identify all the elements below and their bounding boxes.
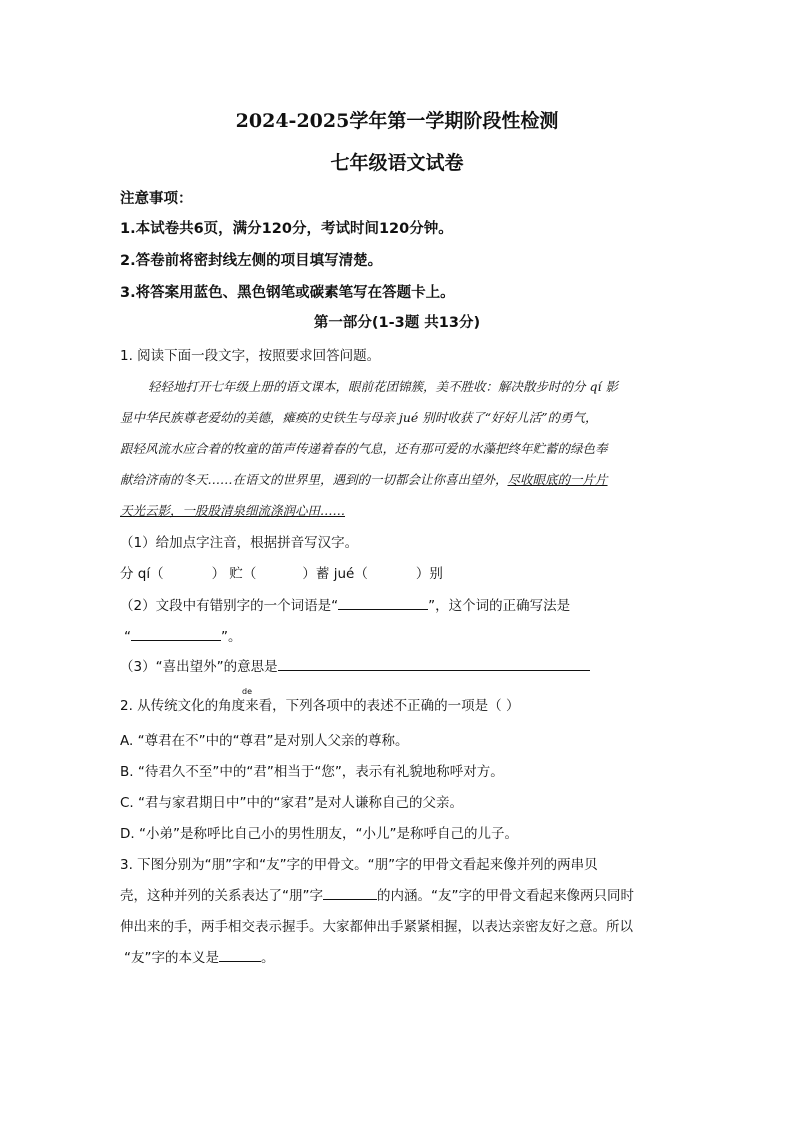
q2-option-b: B. “待君久不至”中的“君”相当于“您”，表示有礼貌地称呼对方。 <box>120 764 504 780</box>
q2-option-a: A. “尊君在不”中的“尊君”是对别人父亲的尊称。 <box>120 733 409 749</box>
section-heading: 第一部分(1-3题 共13分) <box>313 315 481 331</box>
notes-item-1: 1.本试卷共6页，满分120分，考试时间120分钟。 <box>120 221 453 237</box>
q3-line-2 <box>120 884 634 904</box>
q1-sub3-text: （3）“喜出望外”的意思是 <box>120 659 278 675</box>
q1-sub1-fill-a: 分 qí（ <box>120 566 164 582</box>
q2-option-c: C. “君与家君期日中”中的“家君”是对人谦称自己的父亲。 <box>120 795 463 811</box>
q1-sub2-cont <box>124 625 242 645</box>
q1-sub1-fill-b: ） 贮（ <box>211 566 257 582</box>
q1-sub2-blank-1[interactable] <box>338 596 428 610</box>
q2-stem-ruby: de <box>242 687 252 696</box>
q3-line-2-a: 壳，这种并列的关系表达了“朋”字 <box>120 888 323 904</box>
exam-subtitle: 七年级语文试卷 <box>330 152 464 174</box>
q3-blank-1[interactable] <box>323 886 377 900</box>
q3-line-2-b: 的内涵。“友”字的甲骨文看起来像两只同时 <box>377 888 634 904</box>
notes-item-3: 3.将答案用蓝色、黑色钢笔或碳素笔写在答题卡上。 <box>120 285 455 301</box>
q1-passage-line-4 <box>120 470 608 488</box>
q1-sub2-d: ”。 <box>221 629 242 645</box>
q1-sub3-blank[interactable] <box>278 657 590 671</box>
q1-passage-line-3: 跟轻风流水应合着的牧童的笛声传递着春的气息，还有那可爱的水藻把终年贮蓄的绿色奉 <box>120 441 608 456</box>
q1-sub2 <box>120 594 570 614</box>
q1-passage-line-1: 轻轻地打开七年级上册的语文课本，眼前花团锦簇，美不胜收：解决散步时的分 qí 影 <box>148 379 618 394</box>
exam-title: 2024-2025学年第一学期阶段性检测 <box>235 110 559 132</box>
q1-sub1-fill-d: ）别 <box>415 566 443 582</box>
q1-sub2-b: ”，这个词的正确写法是 <box>428 598 571 614</box>
notes-heading: 注意事项： <box>120 191 193 207</box>
q1-passage-underlined-b: 天光云影，一股股清泉细流涤润心田…… <box>120 503 346 518</box>
q2-option-d: D. “小弟”是称呼比自己小的男性朋友，“小儿”是称呼自己的儿子。 <box>120 826 518 842</box>
q3-line-4 <box>124 946 275 966</box>
q3-blank-2[interactable] <box>219 948 261 962</box>
q3-line-4-a: “友”字的本义是 <box>124 950 219 966</box>
q1-sub2-a: （2）文段中有错别字的一个词语是“ <box>120 598 339 614</box>
q3-line-4-b: 。 <box>261 950 275 966</box>
q1-passage-line-4-text: 献给济南的冬天……在语文的世界里，遇到的一切都会让你喜出望外， <box>120 472 508 487</box>
q1-sub1: （1）给加点字注音，根据拼音写汉字。 <box>120 535 359 551</box>
q1-sub1-fill <box>120 562 443 582</box>
q2-stem <box>120 687 520 714</box>
q1-passage-line-2: 显中华民族尊老爱幼的美德，瘫痪的史铁生与母亲 jué 别时收获了“好好儿活”的勇气， <box>120 410 598 425</box>
q1-sub1-fill-c: ）蓄 jué（ <box>302 566 368 582</box>
q3-line-3: 伸出来的手，两手相交表示握手。大家都伸出手紧紧相握，以表达亲密友好之意。所以 <box>120 919 633 935</box>
q1-passage-underlined-a: 尽收眼底的一片片 <box>507 472 608 487</box>
q1-sub3 <box>120 655 590 675</box>
q1-sub2-c: “ <box>124 629 131 645</box>
notes-item-2: 2.答卷前将密封线左侧的项目填写清楚。 <box>120 253 383 269</box>
q2-stem-b: 角度来看，下列各项中的表述不正确的一项是（ ） <box>218 698 520 714</box>
q1-sub2-blank-2[interactable] <box>131 627 221 641</box>
q1-stem: 1. 阅读下面一段文字，按照要求回答问题。 <box>120 348 381 364</box>
q3-line-1: 3. 下图分别为“朋”字和“友”字的甲骨文。“朋”字的甲骨文看起来像并列的两串贝 <box>120 857 598 873</box>
q2-stem-a: 2. 从传统文化的 <box>120 698 219 714</box>
